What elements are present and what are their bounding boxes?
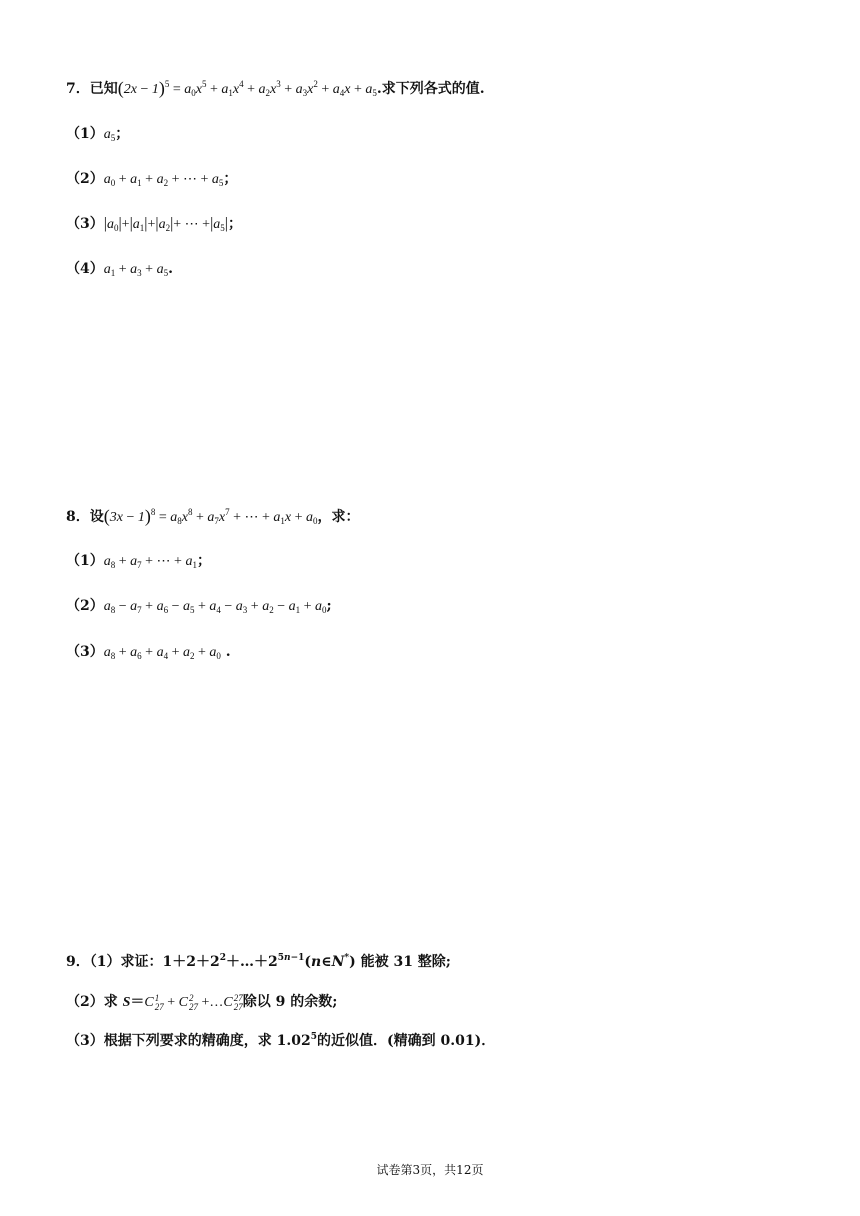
part-label: （1）	[66, 126, 104, 142]
question-7-prefix: 已知	[89, 81, 118, 97]
question-7-part-3	[66, 214, 242, 235]
part-label: （3）	[66, 216, 104, 232]
question-9-part-2: （2）求 S＝C 1 27 + C 2 27 +…C 27 27 除以 9 的余数;	[66, 992, 338, 1012]
question-7-stem	[66, 78, 485, 100]
question-7-part-1	[66, 124, 129, 145]
part-end: ；	[227, 216, 242, 232]
part-label: （4）	[66, 261, 104, 277]
part-text-b: 除以 9 的余数;	[242, 994, 338, 1010]
part-expression: C 1 27 + C 2 27 +…C 27 27	[144, 992, 243, 1012]
part-text-b: 的近似值．(精确到 0.01)．	[317, 1033, 496, 1049]
part-expression: $|a_0|+|a_1|+|a_2|+$ ⋯ $+|a_5|$	[103, 215, 228, 233]
part-expression: $a_0 + a_1 + a_2$ + ⋯ + $a_5$	[103, 172, 224, 188]
exponent: 5n−1	[277, 953, 305, 963]
part-label: （3）	[66, 1033, 104, 1049]
question-8-stem	[66, 506, 360, 528]
question-8-number: 8．	[66, 509, 90, 525]
question-7-equation: $(2x - 1)^5 = a_0x^5 + a_1x^4 + a_2x^3 + a_3x^2 + a_4x + a_5$	[117, 78, 377, 98]
part-end: ；	[115, 126, 130, 142]
part-expression: $a_5$	[103, 127, 116, 143]
part-text-a: 求	[103, 994, 123, 1010]
part-text-a: 根据下列要求的精确度，求 1.02	[103, 1033, 311, 1049]
question-9-number: 9．	[66, 954, 90, 970]
question-8-part-3	[66, 642, 231, 663]
part-end: ；	[196, 553, 211, 569]
part-label: （2）	[66, 994, 104, 1010]
exponent: 2	[219, 953, 226, 963]
part-label: （1）	[66, 553, 104, 569]
part-expression: $a_8 + a_7$ + ⋯ + $a_1$	[103, 554, 197, 570]
question-8-suffix: ，求：	[317, 509, 360, 525]
question-7-part-2	[66, 169, 237, 190]
part-text-b: ＋…＋2	[226, 954, 278, 970]
exponent: 5	[310, 1032, 317, 1042]
part-label: （2）	[66, 598, 104, 614]
question-7-suffix: .求下列各式的值.	[376, 81, 485, 97]
question-8-part-1	[66, 551, 211, 572]
page-footer: 试卷第3页，共12页	[376, 1163, 484, 1177]
question-9-part-3	[66, 1031, 495, 1051]
question-7-number: 7．	[66, 81, 90, 97]
question-9-part-1: 9．（1）求证：$1+2+2^2+\dots+2^{5n-1}(n\in N^*)$ 能被 31 整除;	[66, 953, 451, 970]
part-end: .	[168, 261, 173, 277]
part-end: ；	[223, 171, 238, 187]
part-expression: $a_8 + a_6 + a_4 + a_2 + a_0$	[103, 645, 221, 661]
part-end: .	[220, 644, 231, 660]
question-8-part-2	[66, 596, 332, 617]
part-end: ;	[326, 598, 332, 614]
part-label: （2）	[66, 171, 104, 187]
part-text-c: 能被 31 整除;	[355, 954, 451, 970]
part-label: （3）	[66, 644, 104, 660]
part-expression: S	[122, 995, 131, 1010]
part-expression: $a_8 - a_7 + a_6 - a_5 + a_4 - a_3 + a_2 - a_1 + a_0$	[103, 599, 327, 615]
part-text-a: 求证：1＋2＋2	[120, 954, 220, 970]
part-expression: $a_1 + a_3 + a_5$	[103, 262, 169, 278]
question-8-equation: $(3x - 1)^8 = a_8x^8 + a_7x^7$ + ⋯ + $a_1x + a_0$	[103, 506, 318, 526]
question-7-part-4	[66, 259, 173, 280]
part-label: （1）	[89, 954, 121, 970]
question-8-prefix: 设	[89, 509, 104, 525]
